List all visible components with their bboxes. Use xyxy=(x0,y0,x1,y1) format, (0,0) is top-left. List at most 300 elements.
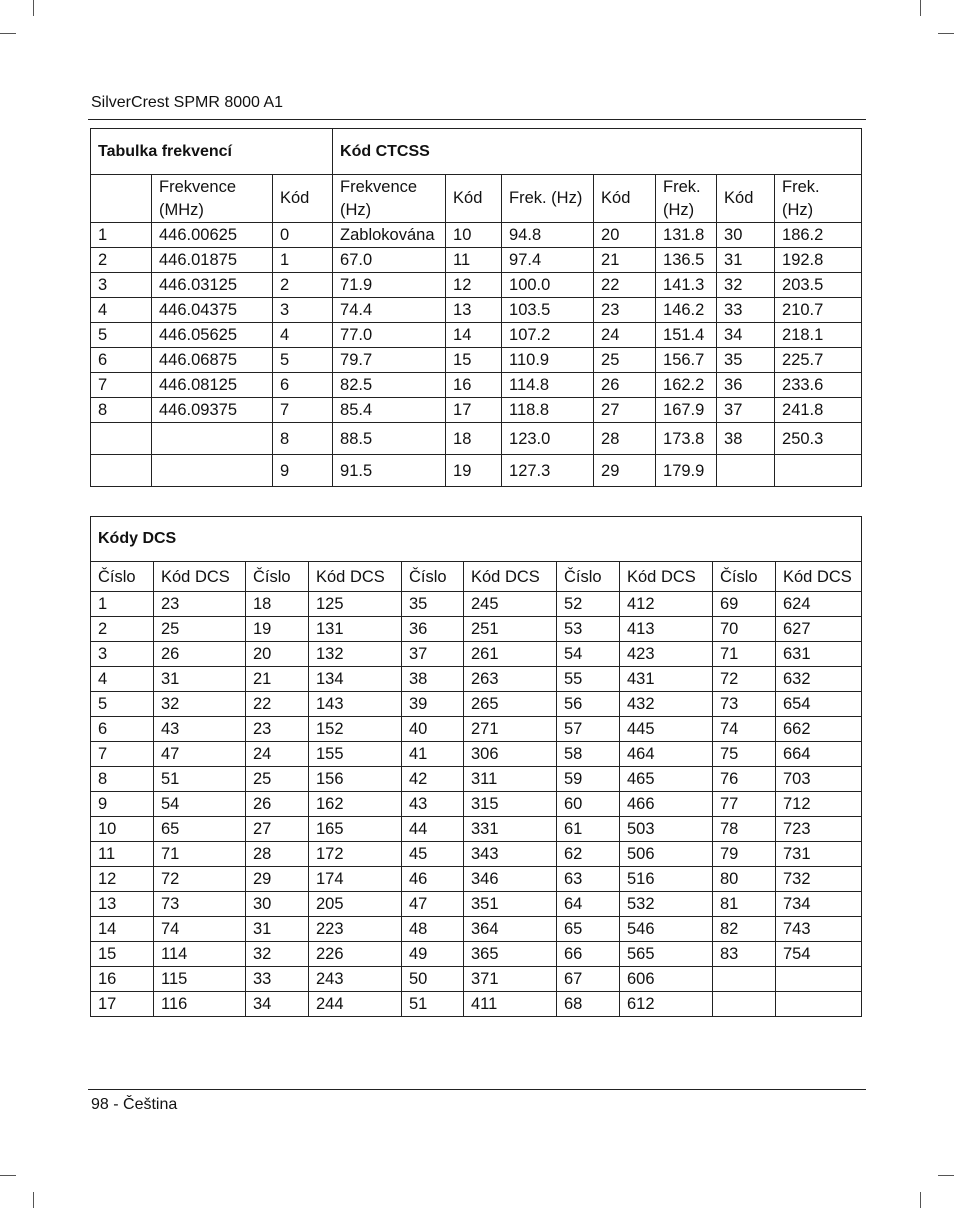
table-cell: 35 xyxy=(717,348,775,373)
table-cell: 1 xyxy=(91,592,154,617)
table-row xyxy=(91,373,862,398)
table-cell: 67 xyxy=(557,967,620,992)
table-cell: 66 xyxy=(557,942,620,967)
table-cell: 16 xyxy=(446,373,502,398)
dcs-column-header: Kód DCS xyxy=(776,562,862,592)
table-cell: 6 xyxy=(91,717,154,742)
table-cell: 141.3 xyxy=(656,273,717,298)
ctcss-column-header: Frek. (Hz) xyxy=(775,175,862,223)
dcs-column-header: Číslo xyxy=(402,562,464,592)
table-cell: 97.4 xyxy=(502,248,594,273)
table-cell: 42 xyxy=(402,767,464,792)
table-cell: 5 xyxy=(91,323,152,348)
table-cell: 413 xyxy=(620,617,713,642)
table-cell: 59 xyxy=(557,767,620,792)
table-cell: 331 xyxy=(464,817,557,842)
crop-mark xyxy=(920,0,921,16)
table-cell: 532 xyxy=(620,892,713,917)
table-row xyxy=(91,967,862,992)
table-cell: 351 xyxy=(464,892,557,917)
table-cell: 11 xyxy=(91,842,154,867)
table-cell: 70 xyxy=(713,617,776,642)
table-cell: 241.8 xyxy=(775,398,862,423)
table-cell: 114.8 xyxy=(502,373,594,398)
table-cell: 118.8 xyxy=(502,398,594,423)
ctcss-column-header: Kód xyxy=(594,175,656,223)
table-cell: 75 xyxy=(713,742,776,767)
table-cell: 35 xyxy=(402,592,464,617)
table-cell: 446.08125 xyxy=(152,373,273,398)
table-cell: 703 xyxy=(776,767,862,792)
table-cell: 47 xyxy=(154,742,246,767)
table-cell: 48 xyxy=(402,917,464,942)
table-cell: 61 xyxy=(557,817,620,842)
table-cell: 565 xyxy=(620,942,713,967)
table-cell: 243 xyxy=(309,967,402,992)
table-cell: 32 xyxy=(246,942,309,967)
table-cell: 155 xyxy=(309,742,402,767)
table-cell xyxy=(717,455,775,487)
table-cell: 245 xyxy=(464,592,557,617)
table-cell: 446.01875 xyxy=(152,248,273,273)
table-cell: 131 xyxy=(309,617,402,642)
table-cell: 114 xyxy=(154,942,246,967)
table-cell: 18 xyxy=(246,592,309,617)
table-row xyxy=(91,792,862,817)
table-row xyxy=(91,667,862,692)
table-cell xyxy=(152,455,273,487)
table-cell: 172 xyxy=(309,842,402,867)
table-row xyxy=(91,917,862,942)
table-cell: 26 xyxy=(154,642,246,667)
table-row xyxy=(91,617,862,642)
table-row xyxy=(91,642,862,667)
table-cell: 3 xyxy=(273,298,333,323)
header-rule xyxy=(88,119,866,120)
ctcss-column-header xyxy=(91,175,152,223)
table-cell: 71 xyxy=(154,842,246,867)
ctcss-column-header: Frekvence (MHz) xyxy=(152,175,273,223)
ctcss-column-header: Frek. (Hz) xyxy=(656,175,717,223)
table-cell: 71 xyxy=(713,642,776,667)
table-cell: 226 xyxy=(309,942,402,967)
table-cell: 37 xyxy=(717,398,775,423)
table-cell: 58 xyxy=(557,742,620,767)
table-cell: 73 xyxy=(713,692,776,717)
table-cell: 36 xyxy=(402,617,464,642)
table-cell: 7 xyxy=(273,398,333,423)
table-cell: 30 xyxy=(246,892,309,917)
table-cell: 13 xyxy=(91,892,154,917)
table-row xyxy=(91,298,862,323)
table-cell: 2 xyxy=(91,248,152,273)
table-cell: 271 xyxy=(464,717,557,742)
frequency-table-title: Tabulka frekvencí xyxy=(91,129,333,175)
table-row xyxy=(91,717,862,742)
table-cell: 27 xyxy=(594,398,656,423)
table-cell: 371 xyxy=(464,967,557,992)
ctcss-column-header: Kód xyxy=(717,175,775,223)
table-cell: 662 xyxy=(776,717,862,742)
table-cell: 9 xyxy=(91,792,154,817)
table-cell: 627 xyxy=(776,617,862,642)
table-cell: 664 xyxy=(776,742,862,767)
table-cell: 23 xyxy=(594,298,656,323)
table-cell: 110.9 xyxy=(502,348,594,373)
table-cell: 8 xyxy=(91,398,152,423)
table-cell: 466 xyxy=(620,792,713,817)
table-cell: 143 xyxy=(309,692,402,717)
dcs-code-table xyxy=(90,516,862,1017)
table-cell: 156.7 xyxy=(656,348,717,373)
table-cell: 465 xyxy=(620,767,713,792)
dcs-column-header: Číslo xyxy=(557,562,620,592)
table-cell: 25 xyxy=(594,348,656,373)
table-cell: 107.2 xyxy=(502,323,594,348)
table-cell: 34 xyxy=(246,992,309,1017)
crop-mark xyxy=(920,1192,921,1208)
table-cell: Zablokována xyxy=(333,223,446,248)
ctcss-column-header: Kód xyxy=(273,175,333,223)
table-cell: 19 xyxy=(246,617,309,642)
table-cell: 69 xyxy=(713,592,776,617)
table-cell: 734 xyxy=(776,892,862,917)
table-cell: 446.03125 xyxy=(152,273,273,298)
table-cell: 17 xyxy=(446,398,502,423)
table-cell: 23 xyxy=(154,592,246,617)
table-cell: 127.3 xyxy=(502,455,594,487)
table-row xyxy=(91,323,862,348)
dcs-table-title: Kódy DCS xyxy=(91,517,862,562)
table-row xyxy=(91,455,862,487)
table-cell: 77 xyxy=(713,792,776,817)
table-cell: 15 xyxy=(446,348,502,373)
table-cell: 45 xyxy=(402,842,464,867)
table-cell: 74 xyxy=(154,917,246,942)
table-cell: 81 xyxy=(713,892,776,917)
table-cell: 63 xyxy=(557,867,620,892)
table-cell xyxy=(91,423,152,455)
table-cell: 82.5 xyxy=(333,373,446,398)
table-cell: 203.5 xyxy=(775,273,862,298)
table-cell: 546 xyxy=(620,917,713,942)
ctcss-column-header: Frekvence (Hz) xyxy=(333,175,446,223)
table-cell: 94.8 xyxy=(502,223,594,248)
table-cell: 56 xyxy=(557,692,620,717)
table-row xyxy=(91,223,862,248)
footer-rule xyxy=(88,1089,866,1090)
table-cell: 18 xyxy=(446,423,502,455)
table-cell: 12 xyxy=(446,273,502,298)
table-cell: 16 xyxy=(91,967,154,992)
ctcss-frequency-table xyxy=(90,128,862,487)
table-cell: 85.4 xyxy=(333,398,446,423)
table-cell: 186.2 xyxy=(775,223,862,248)
table-cell: 503 xyxy=(620,817,713,842)
table-cell: 14 xyxy=(446,323,502,348)
table-cell: 51 xyxy=(402,992,464,1017)
table-cell: 57 xyxy=(557,717,620,742)
table-cell: 4 xyxy=(91,298,152,323)
table-cell: 3 xyxy=(91,642,154,667)
table-cell: 446.00625 xyxy=(152,223,273,248)
table-cell: 20 xyxy=(246,642,309,667)
table-cell: 68 xyxy=(557,992,620,1017)
dcs-column-header: Kód DCS xyxy=(464,562,557,592)
table-cell: 55 xyxy=(557,667,620,692)
table-cell: 134 xyxy=(309,667,402,692)
table-cell: 21 xyxy=(246,667,309,692)
table-cell: 631 xyxy=(776,642,862,667)
table-cell: 31 xyxy=(717,248,775,273)
table-cell: 53 xyxy=(557,617,620,642)
table-cell: 174 xyxy=(309,867,402,892)
table-cell: 62 xyxy=(557,842,620,867)
table-cell: 136.5 xyxy=(656,248,717,273)
table-row xyxy=(91,398,862,423)
dcs-column-header: Číslo xyxy=(246,562,309,592)
table-cell: 38 xyxy=(717,423,775,455)
table-row xyxy=(91,767,862,792)
table-cell: 5 xyxy=(91,692,154,717)
table-cell: 464 xyxy=(620,742,713,767)
table-cell: 125 xyxy=(309,592,402,617)
table-cell: 411 xyxy=(464,992,557,1017)
table-cell: 17 xyxy=(91,992,154,1017)
table-cell: 29 xyxy=(246,867,309,892)
table-cell: 8 xyxy=(273,423,333,455)
table-cell: 445 xyxy=(620,717,713,742)
table-cell: 65 xyxy=(154,817,246,842)
table-row xyxy=(91,248,862,273)
table-row xyxy=(91,592,862,617)
table-cell: 754 xyxy=(776,942,862,967)
ctcss-column-header: Kód xyxy=(446,175,502,223)
table-cell: 60 xyxy=(557,792,620,817)
table-cell: 218.1 xyxy=(775,323,862,348)
crop-mark xyxy=(938,33,954,34)
table-cell: 29 xyxy=(594,455,656,487)
crop-mark xyxy=(938,1175,954,1176)
table-cell: 346 xyxy=(464,867,557,892)
table-cell: 167.9 xyxy=(656,398,717,423)
table-cell: 20 xyxy=(594,223,656,248)
table-cell: 24 xyxy=(246,742,309,767)
table-cell: 10 xyxy=(91,817,154,842)
table-cell: 12 xyxy=(91,867,154,892)
table-cell xyxy=(775,455,862,487)
table-cell: 44 xyxy=(402,817,464,842)
table-cell: 4 xyxy=(91,667,154,692)
table-cell: 65 xyxy=(557,917,620,942)
table-cell: 33 xyxy=(717,298,775,323)
table-cell: 263 xyxy=(464,667,557,692)
table-cell: 36 xyxy=(717,373,775,398)
table-cell: 311 xyxy=(464,767,557,792)
table-cell: 2 xyxy=(273,273,333,298)
table-cell: 516 xyxy=(620,867,713,892)
crop-mark xyxy=(0,33,16,34)
table-cell: 21 xyxy=(594,248,656,273)
table-cell: 10 xyxy=(446,223,502,248)
table-cell: 64 xyxy=(557,892,620,917)
page-header-title: SilverCrest SPMR 8000 A1 xyxy=(91,94,284,111)
table-cell: 606 xyxy=(620,967,713,992)
table-cell: 40 xyxy=(402,717,464,742)
table-cell: 731 xyxy=(776,842,862,867)
table-cell: 72 xyxy=(154,867,246,892)
table-cell: 205 xyxy=(309,892,402,917)
table-cell: 32 xyxy=(154,692,246,717)
table-row xyxy=(91,742,862,767)
table-cell: 15 xyxy=(91,942,154,967)
table-cell: 8 xyxy=(91,767,154,792)
table-cell: 80 xyxy=(713,867,776,892)
table-cell: 88.5 xyxy=(333,423,446,455)
table-cell: 132 xyxy=(309,642,402,667)
table-cell: 39 xyxy=(402,692,464,717)
table-cell: 343 xyxy=(464,842,557,867)
dcs-column-header: Číslo xyxy=(91,562,154,592)
table-cell: 46 xyxy=(402,867,464,892)
crop-mark xyxy=(0,1175,16,1176)
table-row xyxy=(91,692,862,717)
table-cell: 28 xyxy=(594,423,656,455)
dcs-column-header: Kód DCS xyxy=(620,562,713,592)
table-cell: 83 xyxy=(713,942,776,967)
table-cell: 51 xyxy=(154,767,246,792)
table-row xyxy=(91,423,862,455)
table-cell: 74.4 xyxy=(333,298,446,323)
table-cell: 5 xyxy=(273,348,333,373)
page-footer: 98 - Čeština xyxy=(91,1096,178,1113)
table-cell: 1 xyxy=(273,248,333,273)
table-cell: 43 xyxy=(402,792,464,817)
table-cell: 78 xyxy=(713,817,776,842)
table-cell: 364 xyxy=(464,917,557,942)
table-cell: 146.2 xyxy=(656,298,717,323)
table-cell: 43 xyxy=(154,717,246,742)
table-cell: 7 xyxy=(91,742,154,767)
table-cell: 712 xyxy=(776,792,862,817)
table-cell: 723 xyxy=(776,817,862,842)
ctcss-code-title: Kód CTCSS xyxy=(333,129,862,175)
table-cell: 116 xyxy=(154,992,246,1017)
table-cell: 79 xyxy=(713,842,776,867)
table-cell: 225.7 xyxy=(775,348,862,373)
table-cell: 23 xyxy=(246,717,309,742)
table-cell: 38 xyxy=(402,667,464,692)
table-cell: 123.0 xyxy=(502,423,594,455)
table-row xyxy=(91,817,862,842)
table-cell: 24 xyxy=(594,323,656,348)
table-cell: 0 xyxy=(273,223,333,248)
ctcss-column-header: Frek. (Hz) xyxy=(502,175,594,223)
table-row xyxy=(91,348,862,373)
table-cell: 41 xyxy=(402,742,464,767)
table-cell: 261 xyxy=(464,642,557,667)
table-cell: 115 xyxy=(154,967,246,992)
table-cell: 4 xyxy=(273,323,333,348)
table-cell: 25 xyxy=(154,617,246,642)
table-cell: 431 xyxy=(620,667,713,692)
table-cell xyxy=(91,455,152,487)
dcs-column-header: Kód DCS xyxy=(154,562,246,592)
table-cell: 91.5 xyxy=(333,455,446,487)
table-cell: 47 xyxy=(402,892,464,917)
table-row xyxy=(91,273,862,298)
table-cell: 100.0 xyxy=(502,273,594,298)
table-cell: 54 xyxy=(557,642,620,667)
table-cell: 165 xyxy=(309,817,402,842)
table-cell: 2 xyxy=(91,617,154,642)
table-cell: 14 xyxy=(91,917,154,942)
table-cell xyxy=(713,992,776,1017)
table-cell: 223 xyxy=(309,917,402,942)
table-cell: 74 xyxy=(713,717,776,742)
table-cell: 72 xyxy=(713,667,776,692)
dcs-column-header: Číslo xyxy=(713,562,776,592)
table-cell: 6 xyxy=(273,373,333,398)
table-cell: 162 xyxy=(309,792,402,817)
table-cell: 103.5 xyxy=(502,298,594,323)
table-cell xyxy=(776,992,862,1017)
table-cell: 77.0 xyxy=(333,323,446,348)
table-cell: 3 xyxy=(91,273,152,298)
dcs-column-header: Kód DCS xyxy=(309,562,402,592)
table-row xyxy=(91,892,862,917)
table-cell: 210.7 xyxy=(775,298,862,323)
table-cell: 71.9 xyxy=(333,273,446,298)
table-cell: 37 xyxy=(402,642,464,667)
table-cell: 54 xyxy=(154,792,246,817)
table-cell: 22 xyxy=(594,273,656,298)
table-row xyxy=(91,867,862,892)
crop-mark xyxy=(33,0,34,16)
table-cell: 32 xyxy=(717,273,775,298)
table-cell: 250.3 xyxy=(775,423,862,455)
table-cell: 365 xyxy=(464,942,557,967)
table-cell: 732 xyxy=(776,867,862,892)
table-cell: 11 xyxy=(446,248,502,273)
table-cell: 315 xyxy=(464,792,557,817)
table-cell: 412 xyxy=(620,592,713,617)
table-cell: 654 xyxy=(776,692,862,717)
table-cell: 446.09375 xyxy=(152,398,273,423)
table-row xyxy=(91,942,862,967)
table-cell: 7 xyxy=(91,373,152,398)
table-cell: 265 xyxy=(464,692,557,717)
table-cell: 632 xyxy=(776,667,862,692)
table-cell: 233.6 xyxy=(775,373,862,398)
table-cell: 251 xyxy=(464,617,557,642)
table-cell: 13 xyxy=(446,298,502,323)
table-cell: 33 xyxy=(246,967,309,992)
table-cell: 22 xyxy=(246,692,309,717)
table-cell: 19 xyxy=(446,455,502,487)
table-cell: 30 xyxy=(717,223,775,248)
table-cell: 152 xyxy=(309,717,402,742)
table-cell: 6 xyxy=(91,348,152,373)
table-cell: 423 xyxy=(620,642,713,667)
table-cell: 9 xyxy=(273,455,333,487)
table-cell: 31 xyxy=(246,917,309,942)
table-cell: 73 xyxy=(154,892,246,917)
table-cell: 34 xyxy=(717,323,775,348)
table-cell: 173.8 xyxy=(656,423,717,455)
table-cell: 49 xyxy=(402,942,464,967)
table-cell: 506 xyxy=(620,842,713,867)
